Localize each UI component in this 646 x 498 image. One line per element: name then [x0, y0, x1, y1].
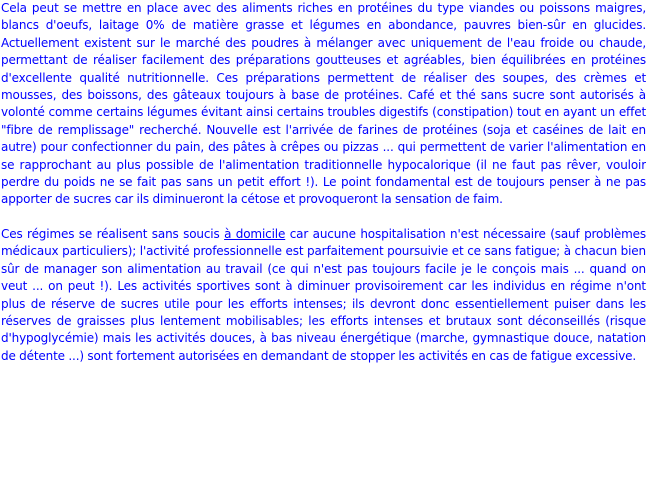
paragraph-home-diet [1, 226, 646, 365]
paragraph-text-before-link: Ces régimes se réalisent sans soucis [1, 226, 225, 241]
paragraph-text-after-link: car aucune hospitalisation n'est nécessaire (sauf problèmes médicaux particuliers); l'activité professionnelle est parfaitement poursuivie et ce sans fatigue; à chacun bien sûr de manager son alimentation au travail (ce qui n'est pas toujours facile je le conçois mais ... quand on veut ... on peut !). Les activités sportives sont à diminuer provisoirement car les individus en régime n'ont plus de réserve de sucres utile pour les efforts intenses; ils devront donc essentiellement puiser dans les réserves de graisses plus lentement mobilisables; les efforts intenses et brutaux sont déconseillés (risque d'hypoglycémie) mais les activités douces, à bas niveau énergétique (marche, gymnastique douce, natation de détente ...) sont fortement autorisées en demandant de stopper les activités en cas de fatigue excessive. [1, 226, 646, 363]
paragraph-protein-foods: Cela peut se mettre en place avec des aliments riches en protéines du type viandes ou poissons maigres, blancs d'oeufs, laitage 0% de matière grasse et légumes en abondance, pauvres bien-sûr en glucides. Actuellement existent sur le marché des poudres à mélanger avec uniquement de l'eau froide ou chaude, permettant de réaliser facilement des préparations goutteuses et agréables, bien équilibrées en protéines d'excellente qualité nutritionnelle. Ces préparations permettent de réaliser des soupes, des crèmes et mousses, des boissons, des gâteaux toujours à base de protéines. Café et thé sans sucre sont autorisés à volonté comme certains légumes évitant ainsi certains troubles digestifs (constipation) tout en ayant un effet "fibre de remplissage" recherché. Nouvelle est l'arrivée de farines de protéines (soja et caséines de lait en autre) pour confectionner du pain, des pâtes à crêpes ou pizzas ... qui permettent de varier l'alimentation en se rapprochant au plus possible de l'alimentation traditionnelle hypocalorique (il ne faut pas rêver, vouloir perdre du poids ne se fait pas sans un petit effort !). Le point fondamental est de toujours penser à ne pas apporter de sucres car ils diminueront la cétose et provoqueront la sensation de faim. [1, 1, 646, 207]
a-domicile-link[interactable]: à domicile [224, 226, 286, 241]
